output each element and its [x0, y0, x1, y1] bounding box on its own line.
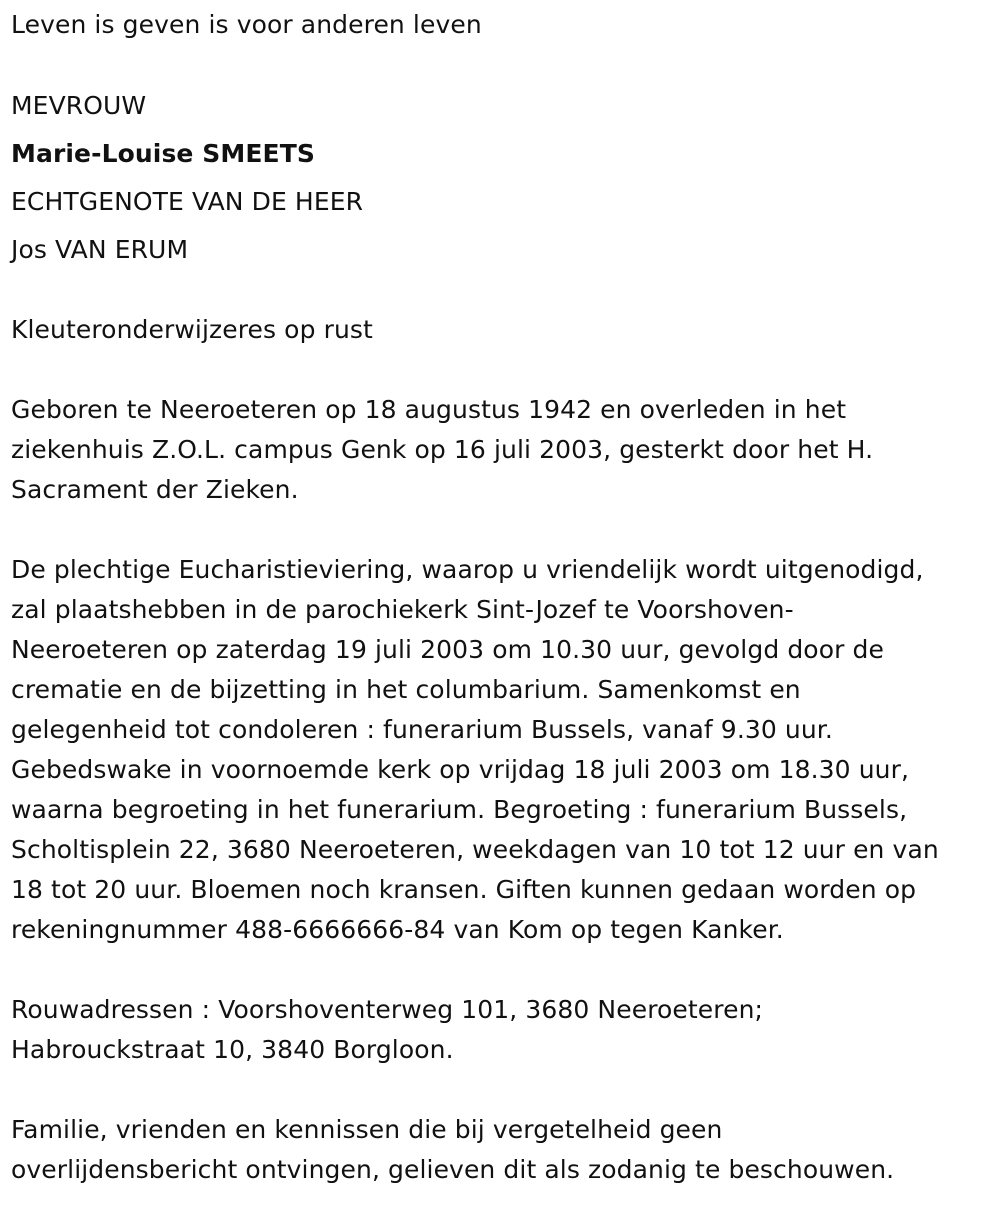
ceremony-line: gelegenheid tot condoleren : funerarium Bussels, vanaf 9.30 uur. — [11, 715, 833, 744]
ceremony-line: Scholtisplein 22, 3680 Neeroeteren, weekdagen van 10 tot 12 uur en van — [11, 835, 939, 864]
ceremony-line: rekeningnummer 488-6666666-84 van Kom op tegen Kanker. — [11, 915, 784, 944]
closing-line: Familie, vrienden en kennissen die bij vergetelheid geen — [11, 1115, 723, 1144]
birth-death-line: Sacrament der Zieken. — [11, 475, 299, 504]
spouse-intro: ECHTGENOTE VAN DE HEER — [11, 187, 364, 216]
ceremony-line: waarna begroeting in het funerarium. Begroeting : funerarium Bussels, — [11, 795, 908, 824]
closing-line: overlijdensbericht ontvingen, gelieven dit als zodanig te beschouwen. — [11, 1155, 895, 1184]
spouse-name: Jos VAN ERUM — [11, 235, 189, 264]
ceremony-line: zal plaatshebben in de parochiekerk Sint-Jozef te Voorshoven- — [11, 595, 794, 624]
title-prefix: MEVROUW — [11, 91, 147, 120]
birth-death-line: ziekenhuis Z.O.L. campus Genk op 16 juli 2003, gesterkt door het H. — [11, 435, 874, 464]
address-line: Rouwadressen : Voorshoventerweg 101, 3680 Neeroeteren; — [11, 995, 764, 1024]
address-line: Habrouckstraat 10, 3840 Borgloon. — [11, 1035, 454, 1064]
motto: Leven is geven is voor anderen leven — [11, 10, 482, 39]
deceased-name: Marie-Louise SMEETS — [11, 139, 315, 168]
profession: Kleuteronderwijzeres op rust — [11, 315, 373, 344]
ceremony-line: 18 tot 20 uur. Bloemen noch kransen. Giften kunnen gedaan worden op — [11, 875, 917, 904]
ceremony-line: Gebedswake in voornoemde kerk op vrijdag 18 juli 2003 om 18.30 uur, — [11, 755, 910, 784]
ceremony-line: crematie en de bijzetting in het columbarium. Samenkomst en — [11, 675, 801, 704]
ceremony-line: Neeroeteren op zaterdag 19 juli 2003 om 10.30 uur, gevolgd door de — [11, 635, 884, 664]
ceremony-line: De plechtige Eucharistieviering, waarop u vriendelijk wordt uitgenodigd, — [11, 555, 924, 584]
birth-death-line: Geboren te Neeroeteren op 18 augustus 1942 en overleden in het — [11, 395, 847, 424]
